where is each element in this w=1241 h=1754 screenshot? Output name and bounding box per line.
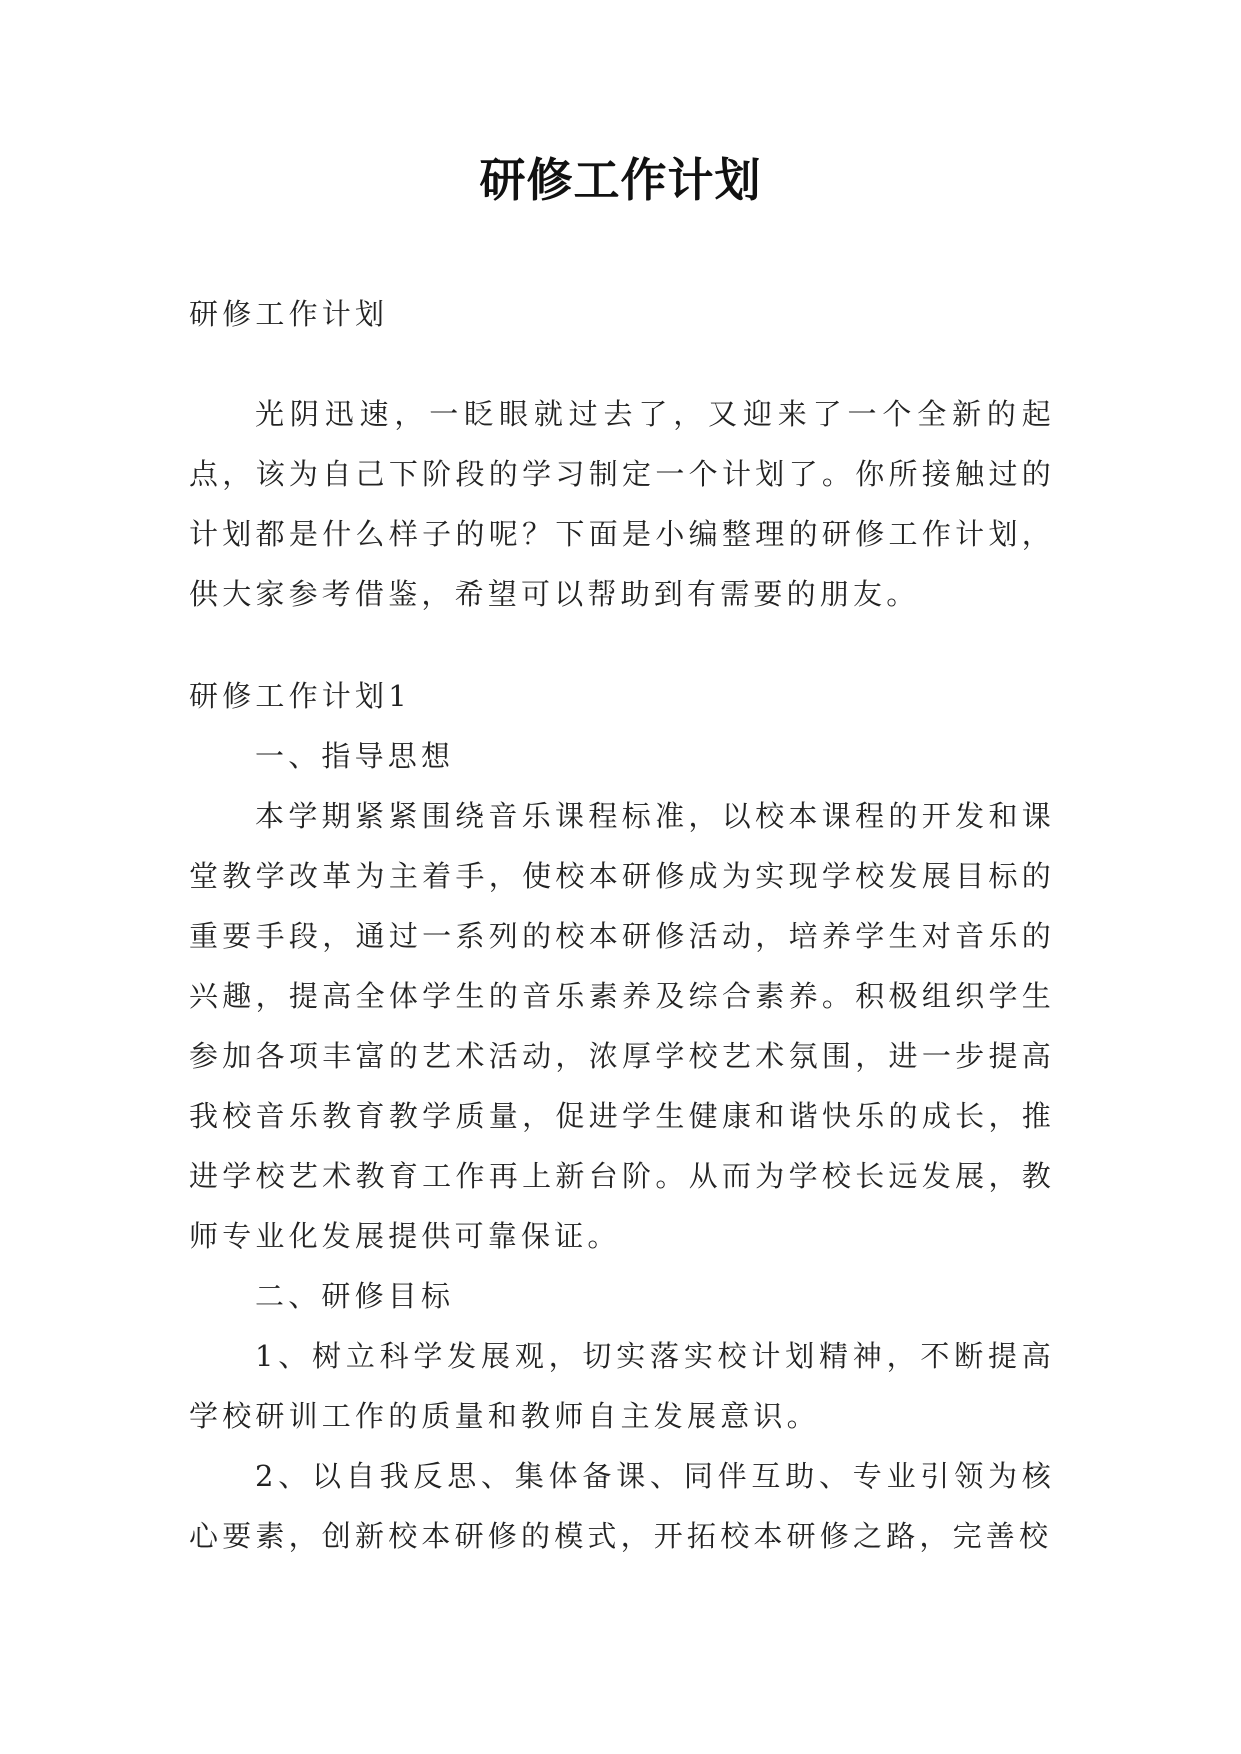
section-body-guiding-ideology: 本学期紧紧围绕音乐课程标准，以校本课程的开发和课堂教学改革为主着手，使校本研修成为实现学校发展目标的重要手段，通过一系列的校本研修活动，培养学生对音乐的兴趣，提高全体学生的音乐素养及综合素养。积极组织学生参加各项丰富的艺术活动，浓厚学校艺术氛围，进一步提高我校音乐教育教学质量，促进学生健康和谐快乐的成长，推进学校艺术教育工作再上新台阶。从而为学校长远发展，教师专业化发展提供可靠保证。 <box>189 799 1055 1253</box>
document-title: 研修工作计划 <box>479 153 762 207</box>
goal-item-2: 2、以自我反思、集体备课、同伴互助、专业引领为核心要素，创新校本研修的模式，开拓校本研修之路，完善校 <box>189 1459 1055 1553</box>
document-body <box>189 284 1055 1566</box>
spacer <box>189 344 1055 384</box>
spacer <box>189 624 1055 666</box>
section-heading-research-goals: 二、研修目标 <box>255 1279 455 1313</box>
intro-paragraph: 光阴迅速，一眨眼就过去了，又迎来了一个全新的起点，该为自己下阶段的学习制定一个计划了。你所接触过的计划都是什么样子的呢？下面是小编整理的研修工作计划，供大家参考借鉴，希望可以帮助到有需要的朋友。 <box>189 397 1055 611</box>
document-subtitle: 研修工作计划 <box>189 297 389 331</box>
plan-heading: 研修工作计划1 <box>189 679 411 713</box>
goal-item-1: 1、树立科学发展观，切实落实校计划精神，不断提高学校研训工作的质量和教师自主发展意识。 <box>189 1339 1055 1433</box>
section-heading-guiding-ideology: 一、指导思想 <box>255 739 455 773</box>
